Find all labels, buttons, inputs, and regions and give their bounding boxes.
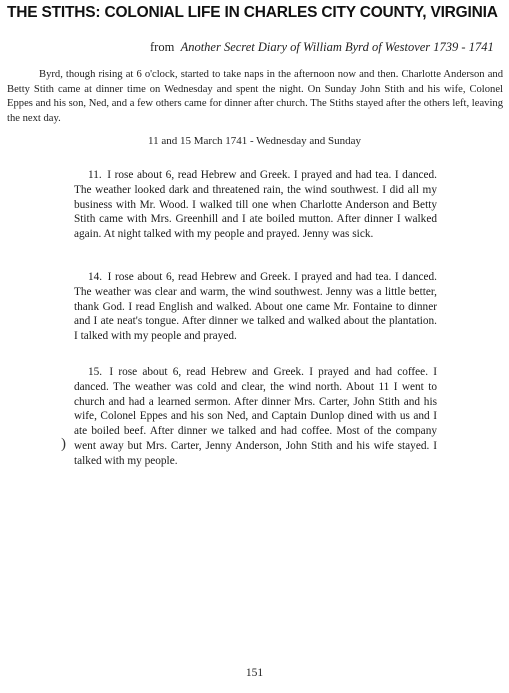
source-title: Another Secret Diary of William Byrd of Westover 1739 - 1741 xyxy=(180,40,494,54)
intro-paragraph: Byrd, though rising at 6 o'clock, started to take naps in the afternoon now and then. Charlotte Anderson and Betty Stith came at dinner time on Wednesday and spent the night. On Sunday John Stith and his wife, Colonel Eppes and his son, Ned, and a few others came for dinner after church. The Stiths stayed after the others left, leaving the next day. xyxy=(7,69,503,124)
page-number: 151 xyxy=(245,667,264,679)
diary-entry xyxy=(74,365,437,469)
entry-text: I rose about 6, read Hebrew and Greek. I prayed and had coffee. I danced. The weather was cold and clear, the wind north. About 11 I went to church and had a learned sermon. After dinner Mrs. Carter, John Stith and his wife, Colonel Eppes and his son Ned, and Captain Dunlop dined with us and I ate boiled beef. After dinner we talked and had coffee. Most of the company went away but Mrs. Carter, Jenny Anderson, John Stith and his wife stayed. I talked with my people. xyxy=(74,366,438,467)
diary-entry xyxy=(74,168,437,242)
diary-entry xyxy=(74,270,437,344)
entry-day: 14. xyxy=(88,271,103,283)
entry-day: 11. xyxy=(88,169,102,181)
entry-day: 15. xyxy=(88,366,103,378)
entry-text: I rose about 6, read Hebrew and Greek. I prayed and had tea. I danced. The weather looked dark and threatened rain, the wind southwest. I did all my business with Mr. Wood. I walked till one when Charlotte Anderson and Betty Stith came with Mrs. Greenhill and I ate boiled mutton. After dinner I walked again. At night talked with my people and prayed. Jenny was sick. xyxy=(74,169,437,241)
margin-bracket-mark: ) xyxy=(61,436,66,452)
page-title: THE STITHS: COLONIAL LIFE IN CHARLES CITY COUNTY, VIRGINIA xyxy=(7,4,498,21)
source-prefix: from xyxy=(150,40,175,54)
date-heading: 11 and 15 March 1741 - Wednesday and Sunday xyxy=(148,135,361,147)
entry-text: I rose about 6, read Hebrew and Greek. I prayed and had tea. I danced. The weather was clear and warm, the wind southwest. Jenny was a little better, thank God. I read English and walked. About one came Mr. Fontaine to dinner and I ate neat's tongue. After dinner we talked and walked about the plantation. I talked with my people and prayed. xyxy=(74,271,437,343)
source-citation xyxy=(150,40,505,55)
